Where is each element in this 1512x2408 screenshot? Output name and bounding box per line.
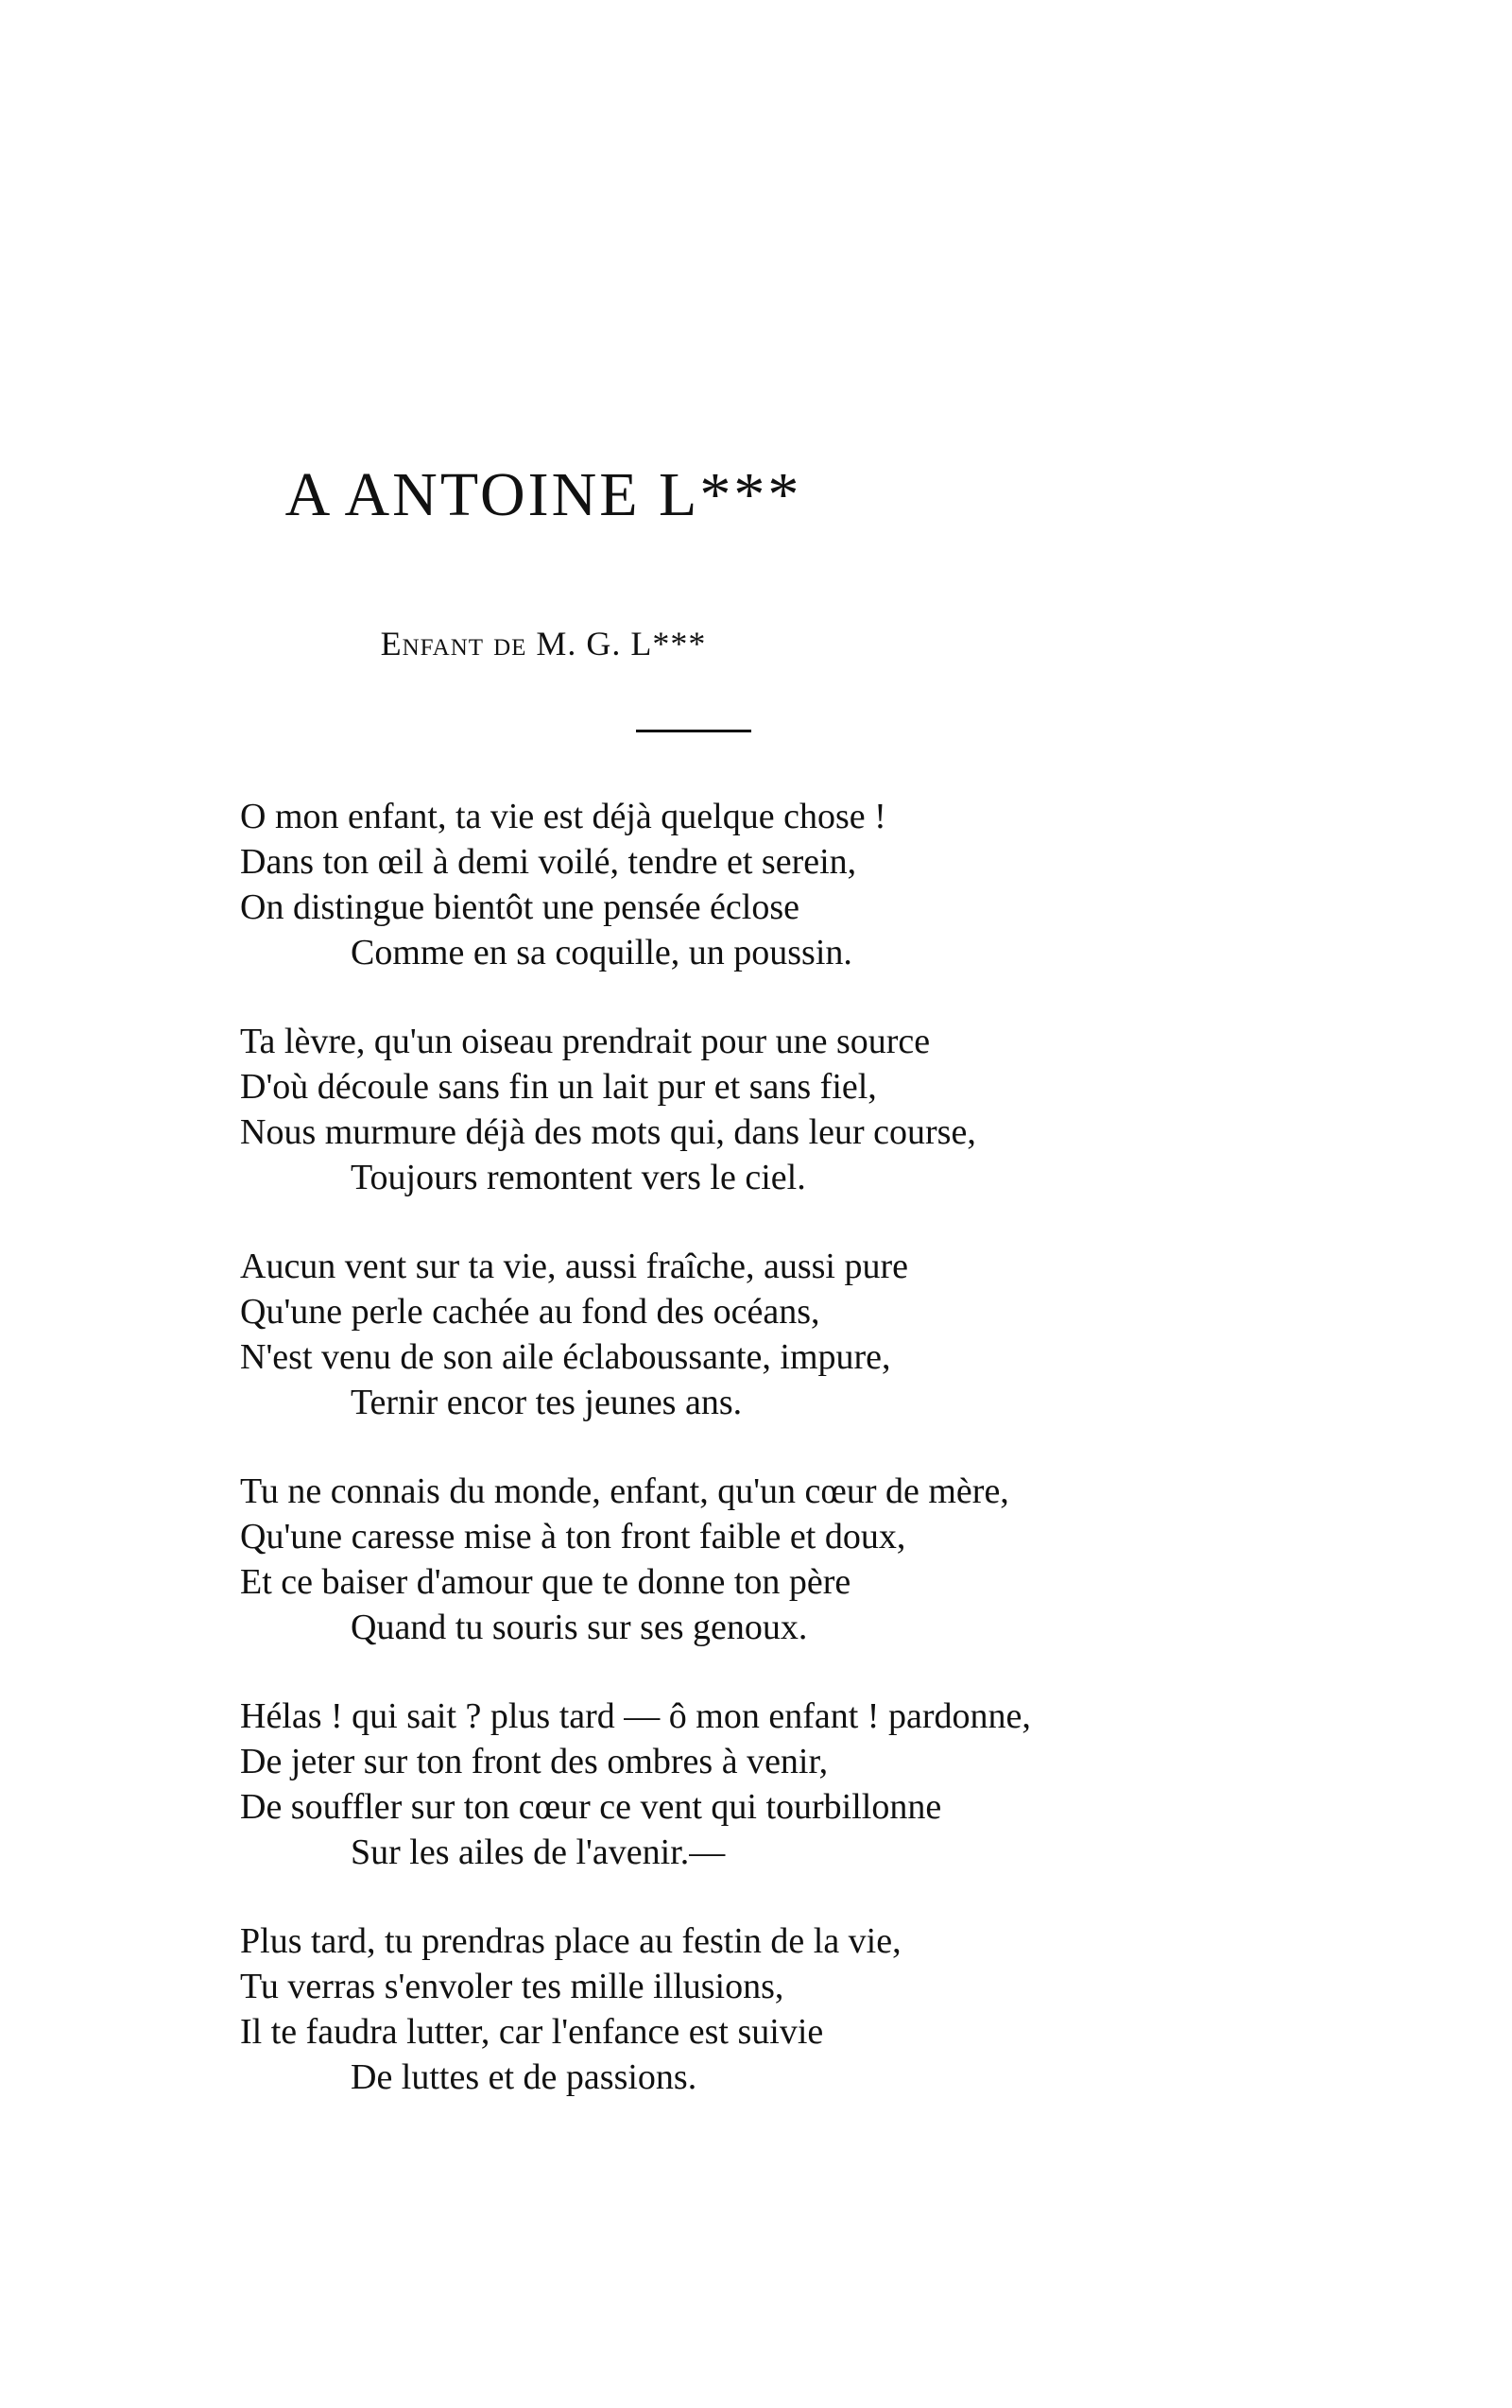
- poem-title: A ANTOINE L***: [284, 460, 802, 529]
- stanza-5: [240, 1694, 1223, 1875]
- verse-line: Aucun vent sur ta vie, aussi fraîche, aussi pure: [240, 1247, 909, 1286]
- verse-line-indented: Quand tu souris sur ses genoux.: [351, 1608, 808, 1647]
- verse-line: Nous murmure déjà des mots qui, dans leur course,: [240, 1112, 976, 1152]
- verse-line: Et ce baiser d'amour que te donne ton père: [240, 1562, 851, 1602]
- verse-line: Qu'une perle cachée au fond des océans,: [240, 1292, 820, 1332]
- verse-line: De jeter sur ton front des ombres à venir,: [240, 1742, 829, 1781]
- title-divider: [636, 730, 751, 732]
- verse-line: Hélas ! qui sait ? plus tard — ô mon enfant ! pardonne,: [240, 1696, 1031, 1736]
- stanza-4: [240, 1469, 1223, 1650]
- verse-line: Plus tard, tu prendras place au festin de la vie,: [240, 1921, 902, 1961]
- verse-line: Qu'une caresse mise à ton front faible et doux,: [240, 1517, 906, 1557]
- verse-line: N'est venu de son aile éclaboussante, impure,: [240, 1337, 891, 1377]
- verse-line: Tu verras s'envoler tes mille illusions,: [240, 1967, 784, 2006]
- poem-body: [240, 794, 1223, 2143]
- verse-line-indented: De luttes et de passions.: [351, 2057, 697, 2097]
- verse-line-indented: Ternir encor tes jeunes ans.: [351, 1383, 743, 1422]
- stanza-3: [240, 1244, 1223, 1425]
- verse-line: On distingue bientôt une pensée éclose: [240, 887, 800, 927]
- verse-line: O mon enfant, ta vie est déjà quelque chose !: [240, 797, 886, 836]
- stanza-2: [240, 1019, 1223, 1200]
- verse-line: Dans ton œil à demi voilé, tendre et serein,: [240, 842, 857, 882]
- verse-line: Il te faudra lutter, car l'enfance est suivie: [240, 2012, 824, 2052]
- verse-line: Ta lèvre, qu'un oiseau prendrait pour une source: [240, 1022, 931, 1061]
- verse-line-indented: Sur les ailes de l'avenir.—: [351, 1832, 726, 1872]
- stanza-1: [240, 794, 1223, 975]
- verse-line: D'où découle sans fin un lait pur et sans fiel,: [240, 1067, 877, 1107]
- stanza-6: [240, 1918, 1223, 2100]
- poem-subtitle: Enfant de M. G. L***: [380, 625, 707, 662]
- verse-line: De souffler sur ton cœur ce vent qui tourbillonne: [240, 1787, 942, 1827]
- verse-line: Tu ne connais du monde, enfant, qu'un cœur de mère,: [240, 1471, 1009, 1511]
- verse-line-indented: Toujours remontent vers le ciel.: [351, 1158, 806, 1197]
- verse-line-indented: Comme en sa coquille, un poussin.: [351, 933, 852, 972]
